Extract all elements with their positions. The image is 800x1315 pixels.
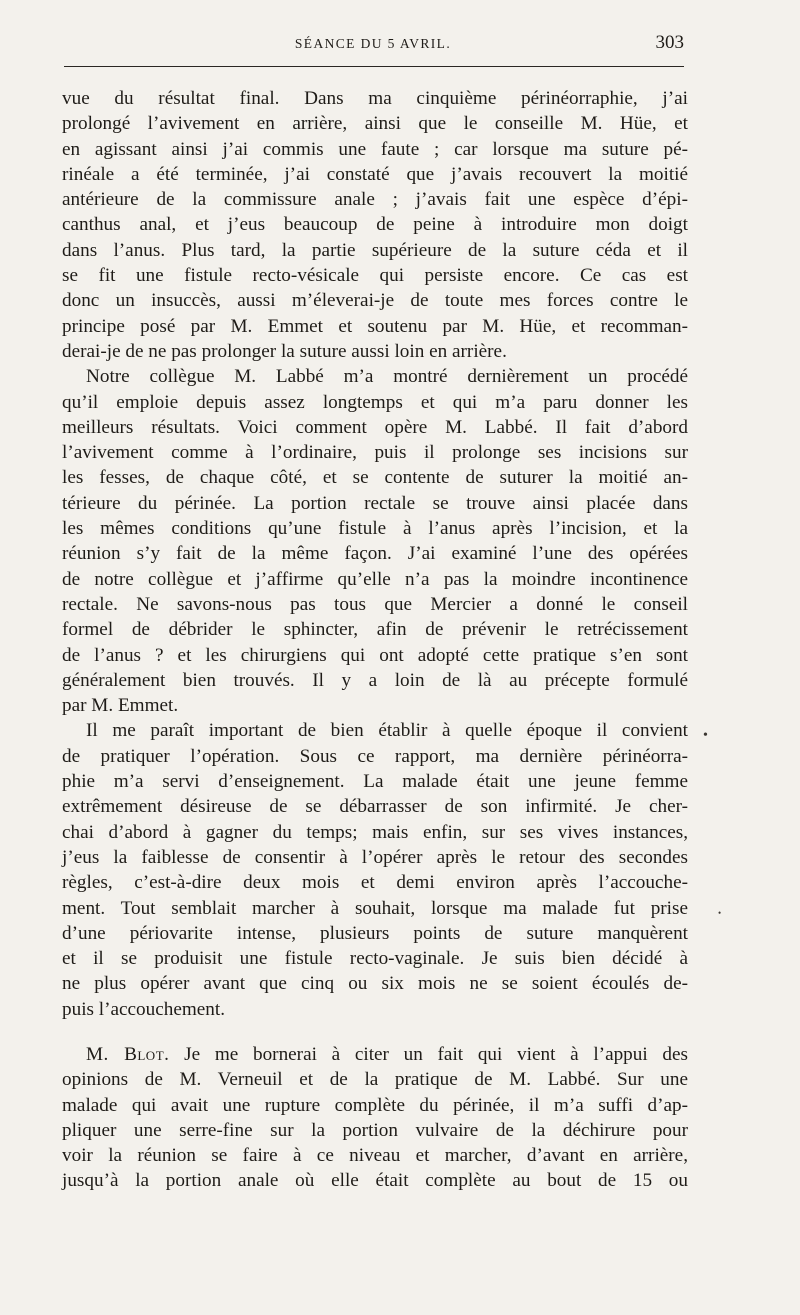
text-line: derai-je de ne pas prolonger la suture aussi loin en arrière. (62, 340, 507, 362)
text-line: qu’il emploie depuis assez longtemps et qui m’a paru donner les (62, 391, 688, 413)
text-line: jusqu’à la portion anale où elle était complète au bout de 15 ou (62, 1170, 688, 1192)
text-line: principe posé par M. Emmet et soutenu par M. Hüe, et recomman- (62, 315, 688, 337)
text-line: en agissant ainsi j’ai commis une faute ; car lorsque ma suture pé- (62, 138, 688, 160)
text-line: ment. Tout semblait marcher à souhait, lorsque ma malade fut prise (62, 897, 688, 919)
text-line: réunion s’y fait de la même façon. J’ai examiné l’une des opérées (62, 543, 688, 565)
text-line: de pratiquer l’opération. Sous ce rapport, ma dernière périnéorra- (62, 745, 688, 767)
text-line: rectale. Ne savons-nous pas tous que Mercier a donné le conseil (62, 593, 688, 615)
running-title: SÉANCE DU 5 AVRIL. (294, 36, 452, 51)
text-line: généralement bien trouvés. Il y a loin de là au précepte formulé (62, 669, 688, 691)
speaker-name: M. Blot. (86, 1043, 170, 1065)
page-number: 303 (655, 32, 684, 53)
paragraph-gap (62, 1022, 688, 1042)
paragraph-2 (62, 364, 688, 718)
margin-speck: • (718, 908, 722, 918)
text-line: prolongé l’avivement en arrière, ainsi que le conseille M. Hüe, et (62, 113, 688, 135)
text-line: rinéale a été terminée, j’ai constaté que j’avais recouvert la moitié (62, 163, 688, 185)
text-line: les fesses, de chaque côté, et se contente de suturer la moitié an- (62, 467, 688, 489)
paragraph-1 (62, 86, 688, 364)
text-line: phie m’a servi d’enseignement. La malade était une jeune femme (62, 771, 688, 793)
text-line (62, 1042, 688, 1067)
text-line: opinions de M. Verneuil et de la pratique de M. Labbé. Sur une (62, 1069, 688, 1091)
text-line: meilleurs résultats. Voici comment opère M. Labbé. Il fait d’abord (62, 416, 688, 438)
text-line: vue du résultat final. Dans ma cinquième périnéorraphie, j’ai (62, 88, 688, 109)
text-line: et il se produisit une fistule recto-vaginale. Je suis bien décidé à (62, 948, 688, 970)
text-line: de notre collègue et j’affirme qu’elle n’a pas la moindre incontinence (62, 568, 688, 590)
text-line: par M. Emmet. (62, 695, 179, 717)
text-line: antérieure de la commissure anale ; j’avais fait une espèce d’épi- (62, 189, 688, 211)
text-line: ne plus opérer avant que cinq ou six mois ne se soient écoulés de- (62, 973, 688, 995)
text-line: se fit une fistule recto-vésicale qui persiste encore. Ce cas est (62, 265, 688, 287)
text-line: l’avivement comme à l’ordinaire, puis il prolonge ses incisions sur (62, 442, 688, 464)
paragraph-4 (62, 1042, 688, 1194)
header-rule (64, 66, 684, 67)
text-line: j’eus la faiblesse de consentir à l’opérer après le retour des secondes (62, 846, 688, 868)
text-line: de l’anus ? et les chirurgiens qui ont adopté cette pratique s’en sont (62, 644, 688, 666)
text-line: d’une périovarite intense, plusieurs points de suture manquèrent (62, 922, 688, 944)
text-line: dans l’anus. Plus tard, la partie supérieure de la suture céda et il (62, 239, 688, 261)
text-line: règles, c’est-à-dire deux mois et demi environ après l’accouche- (62, 872, 688, 894)
text-line: chai d’abord à gagner du temps; mais enfin, sur ses vives instances, (62, 821, 688, 843)
text-line: canthus anal, et j’eus beaucoup de peine à introduire mon doigt (62, 214, 688, 236)
text-line: formel de débrider le sphincter, afin de prévenir le retrécissement (62, 619, 688, 641)
text-line: puis l’accouchement. (62, 998, 226, 1020)
text-line: pliquer une serre-fine sur la portion vulvaire de la déchirure pour (62, 1119, 688, 1141)
text-line: voir la réunion se faire à ce niveau et marcher, d’avant en arrière, (62, 1145, 688, 1167)
speaker-text: Je me bornerai à citer un fait qui vient à l’appui des (169, 1043, 688, 1065)
paragraph-3 (62, 718, 688, 1022)
text-line: malade qui avait une rupture complète du périnée, il m’a suffi d’ap- (62, 1094, 688, 1116)
text-line: Notre collègue M. Labbé m’a montré dernièrement un procédé (86, 366, 688, 388)
text-line: extrêmement désireuse de se débarrasser de son infirmité. Je cher- (62, 796, 688, 818)
text-line: Il me paraît important de bien établir à quelle époque il convient (86, 720, 688, 742)
text-line: donc un insuccès, aussi m’éleverai-je de toute mes forces contre le (62, 290, 688, 312)
text-line: térieure du périnée. La portion rectale se trouve ainsi placée dans (62, 492, 688, 514)
text-line: les mêmes conditions qu’une fistule à l’anus après l’incision, et la (62, 518, 688, 540)
body-text (62, 86, 688, 1194)
margin-speck: • (703, 728, 708, 743)
running-header (62, 30, 684, 60)
